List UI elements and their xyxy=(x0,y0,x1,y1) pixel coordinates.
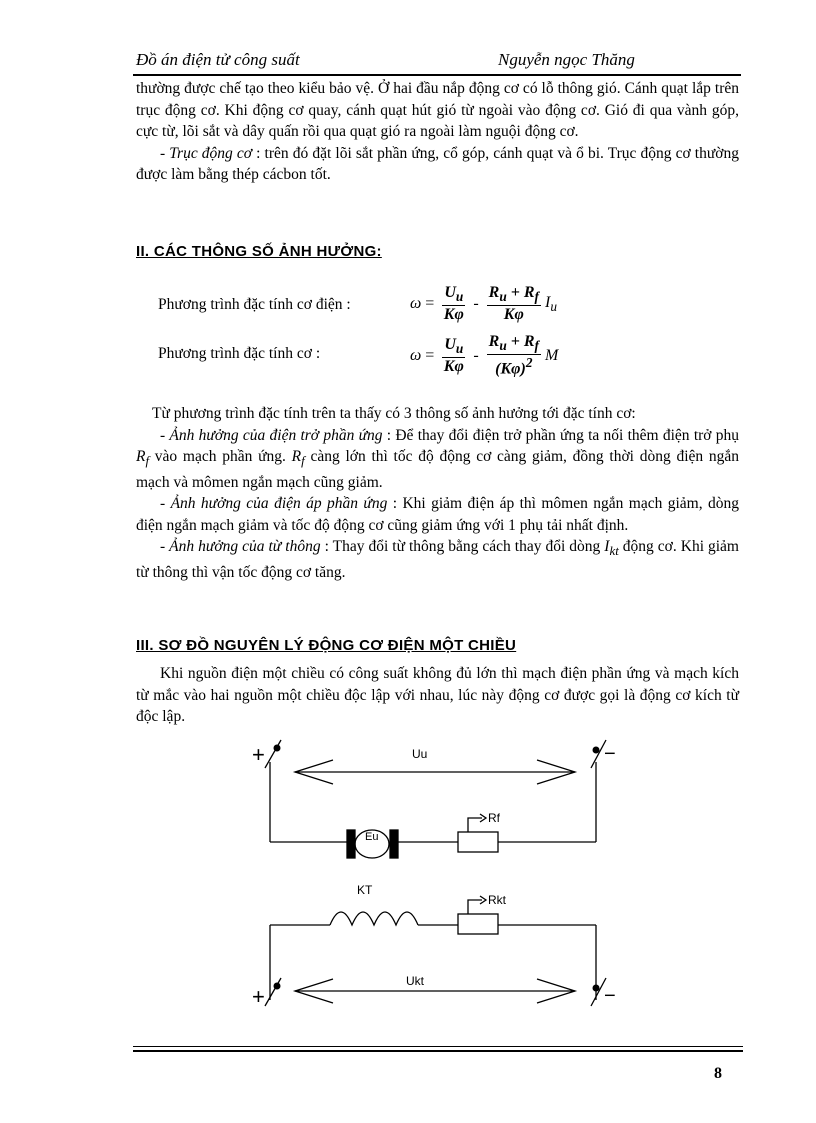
item2-label: Ảnh hưởng của điện áp phần ứng xyxy=(170,495,388,513)
plus-switch-bottom xyxy=(265,978,281,1006)
motor-brush-left xyxy=(347,830,355,858)
item3-paragraph: - Ảnh hưởng của từ thông : Thay đổi từ thông bằng cách thay đổi dòng $I_{kt}$ động cơ. Khi giảm từ thông thì vận tốc động cơ tăng. xyxy=(136,538,739,581)
plus-switch-top xyxy=(265,740,281,768)
minus-terminal-bottom xyxy=(593,985,600,992)
intro-para1: thường được chế tạo theo kiểu bảo vệ. Ở hai đầu nắp động cơ có lỗ thông gió. Cánh quạt lắp trên trục động cơ. Khi động cơ quay, cánh quạt hút gió từ ngoài vào động cơ. Gió đi qua vành góp, cực từ, lõi sắt và dây quấn rồi qua quạt gió ra ngoài làm nguội động cơ. xyxy=(136,80,739,140)
item1-paragraph: - Ảnh hưởng của điện trở phần ứng : Để thay đổi điện trở phần ứng ta nối thêm điện trở phụ $R_f$ vào mạch phần ứng. $R_f$ càng lớn thì tốc độ động cơ càng giảm, đồng thời dòng điện ngắn mạch và mômen ngắn mạch cũng giảm. xyxy=(136,426,739,491)
eq2-label: Phương trình đặc tính cơ : xyxy=(158,345,321,362)
ukt-label: Ukt xyxy=(406,974,424,988)
header-title: Đồ án điện tử công suất xyxy=(136,50,300,69)
shaft-label: Trục động cơ xyxy=(169,144,253,162)
uu-label: Uu xyxy=(412,747,428,761)
kt-label: KT xyxy=(357,883,373,897)
plus-sign-bottom: + xyxy=(252,984,265,1009)
item3-text-a: : Thay đổi từ thông bằng cách thay đổi dòng xyxy=(320,538,605,556)
motor-brush-right xyxy=(390,830,398,858)
item3-text-b: động cơ. Khi giảm từ thông thì vận tốc động cơ tăng. xyxy=(136,538,739,581)
item2-text: : Khi giảm điện áp thì mômen ngắn mạch giảm, dòng điện ngắn mạch giảm và tốc độ động cơ cũng giảm ứng với 1 phụ tải nhất định. xyxy=(136,495,739,534)
page-number: 8 xyxy=(714,1065,722,1082)
section3-heading: III. SƠ ĐỒ NGUYÊN LÝ ĐỘNG CƠ ĐIỆN MỘT CHIỀU xyxy=(136,637,517,654)
plus-terminal-top xyxy=(274,745,281,752)
header-author: Nguyễn ngọc Thăng xyxy=(498,50,635,69)
rf-wiper xyxy=(468,818,482,832)
item1-label: Ảnh hưởng của điện trở phần ứng xyxy=(169,426,383,444)
eu-label: Eu xyxy=(365,831,379,843)
rkt-wiper xyxy=(468,900,482,914)
eq2-formula: ω = $\frac{U_u}{K\varphi}$ - $\frac{R_u + R_f}{(K\varphi)^2}$ M xyxy=(410,333,559,378)
shaft-paragraph: - Trục động cơ : trên đó đặt lõi sắt phần ứng, cổ góp, cánh quạt và ổ bi. Trục động cơ thường được làm bằng thép cácbon tốt. xyxy=(136,144,739,183)
rf-label: Rf xyxy=(488,811,500,825)
minus-sign-bottom: − xyxy=(604,985,616,1007)
item3-label: Ảnh hưởng của từ thông xyxy=(169,538,321,556)
footer-rule-thick xyxy=(133,1050,743,1052)
item1-text-b: vào mạch phần ứng. xyxy=(149,448,292,465)
section2-heading: II. CÁC THÔNG SỐ ẢNH HƯỞNG: xyxy=(136,243,382,260)
section3-paragraph: Khi nguồn điện một chiều có công suất không đủ lớn thì mạch điện phần ứng và mạch kích từ mắc vào hai nguồn một chiều độc lập với nhau, lúc này động cơ được gọi là động cơ kích từ độc lập. xyxy=(136,665,739,725)
rf-resistor xyxy=(458,832,498,852)
kt-coil xyxy=(330,912,418,925)
plus-sign-top: + xyxy=(252,742,265,767)
item1-text-c: càng lớn thì tốc độ động cơ càng giảm, đồng thời dòng điện ngắn mạch và mômen ngắn mạch cũng giảm. xyxy=(136,448,739,491)
minus-sign-top: − xyxy=(604,743,616,765)
section2-intro: Từ phương trình đặc tính trên ta thấy có 3 thông số ảnh hưởng tới đặc tính cơ: xyxy=(152,405,636,422)
eq1-formula: ω = $\frac{U_u}{K\varphi}$ - $\frac{R_u + R_f}{K\varphi}$ $I_u$ xyxy=(410,284,557,324)
rkt-label: Rkt xyxy=(488,893,506,907)
rkt-resistor xyxy=(458,914,498,934)
shaft-text: : trên đó đặt lõi sắt phần ứng, cổ góp, cánh quạt và ổ bi. Trục động cơ thường được làm bằng thép cácbon tốt. xyxy=(136,144,739,183)
footer-rule-thin xyxy=(133,1046,743,1047)
plus-terminal-bottom xyxy=(274,983,281,990)
item1-text-a: : Để thay đổi điện trở phần ứng ta nối thêm điện trở phụ xyxy=(382,426,739,444)
eq1-label: Phương trình đặc tính cơ điện : xyxy=(158,296,351,313)
item2-paragraph: - Ảnh hưởng của điện áp phần ứng : Khi giảm điện áp thì mômen ngắn mạch giảm, dòng điện ngắn mạch giảm và tốc độ động cơ cũng giảm ứng với 1 phụ tải nhất định. xyxy=(136,495,739,534)
minus-terminal-top xyxy=(593,747,600,754)
